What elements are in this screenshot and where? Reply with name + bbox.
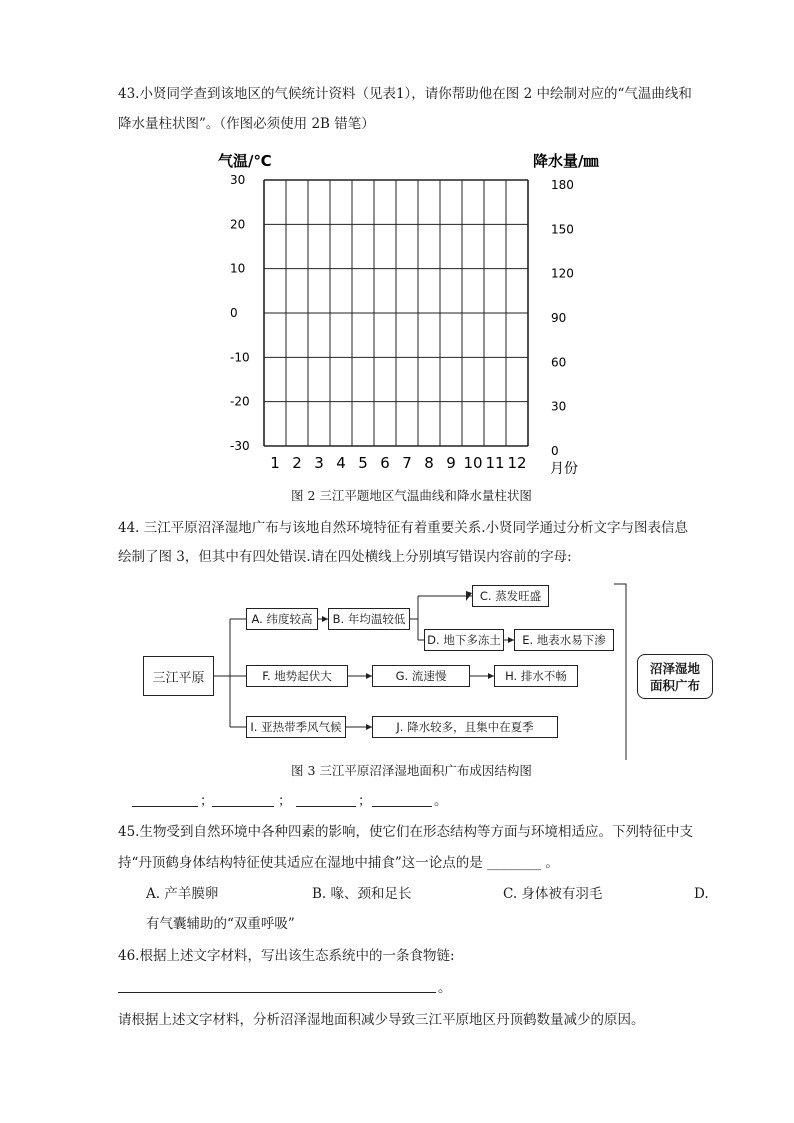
food-chain-answer-blank[interactable]: [118, 976, 436, 993]
month-tick-label: 5: [358, 454, 368, 472]
q45-line2: 持“丹顶鹤身体结构特征使其适应在湿地中捕食”这一论点的是 ________ 。: [118, 855, 559, 871]
diagram-box-d: D. 地下多冻土: [424, 629, 504, 651]
month-tick-label: 11: [485, 454, 505, 472]
temp-tick-label: -20: [230, 394, 250, 409]
q45-option-b[interactable]: B. 喙、颈和足长: [312, 886, 412, 902]
month-tick-label: 1: [270, 454, 280, 472]
diagram-result-box: [637, 654, 713, 699]
q45-option-a[interactable]: A. 产羊膜卵: [146, 886, 219, 902]
diagram-box-c: C. 蒸发旺盛: [472, 585, 549, 607]
precip-tick-label: 180: [551, 178, 574, 192]
q43-line1: 43.小贤同学查到该地区的气候统计资料（见表1），请你帮助他在图 2 中绘制对应的“气温曲线和: [118, 86, 692, 102]
diagram-box-a: A. 纬度较高: [246, 608, 318, 630]
precip-tick-label: 30: [551, 399, 567, 414]
temp-axis-title: 气温/℃: [218, 152, 272, 170]
precip-tick-label: 90: [551, 311, 567, 325]
q46-line1: 46.根据上述文字材料，写出该生态系统中的一条食物链:: [118, 948, 455, 964]
q44-line1: 44. 三江平原沼泽湿地广布与该地自然环境特征有着重要关系.小贤同学通过分析文字与图表信息: [118, 520, 689, 536]
diagram-box-j: J. 降水较多，且集中在夏季: [372, 716, 558, 738]
result-line1: 沼泽湿地: [649, 660, 700, 676]
temp-tick-label: 0: [230, 306, 238, 320]
diagram-box-g: G. 流速慢: [372, 665, 470, 687]
q43-line2: 降水量柱状图”。（作图必须使用 2B 错笔）: [118, 116, 375, 132]
month-tick-label: 8: [424, 454, 434, 472]
answer-blank-1[interactable]: [132, 790, 198, 807]
precip-tick-label: 60: [551, 355, 567, 370]
q46-end: 。: [438, 980, 452, 996]
month-tick-label: 7: [402, 454, 412, 472]
diagram-box-b: B. 年均温较低: [328, 608, 410, 630]
diagram-box-f: F. 地势起伏大: [246, 665, 348, 687]
month-tick-label: 6: [380, 454, 390, 472]
answer-blank-4[interactable]: [372, 790, 432, 807]
precip-tick-label: 0: [551, 444, 559, 458]
answer-sep-2: ；: [278, 793, 292, 809]
q45-option-d-letter[interactable]: D.: [694, 886, 709, 902]
temp-tick-label: -30: [230, 439, 250, 453]
precip-axis-title: 降水量/㎜: [533, 152, 599, 170]
diagram-root-box: 三江平原: [143, 656, 214, 696]
q45-line1: 45.生物受到自然环境中各种四素的影响，使它们在形态结构等方面与环境相适应。下列特征中支: [118, 824, 693, 840]
temp-tick-label: 30: [230, 173, 246, 187]
q46-line2: 请根据上述文字材料，分析沼泽湿地面积减少导致三江平原地区丹顶鹤数量减少的原因。: [118, 1012, 645, 1028]
month-tick-label: 12: [507, 454, 527, 472]
q44-line2: 绘制了图 3，但其中有四处错误.请在四处横线上分别填写错误内容前的字母:: [118, 549, 572, 565]
answer-blank-2[interactable]: [212, 790, 274, 807]
month-tick-label: 4: [336, 454, 346, 472]
month-tick-label: 2: [292, 454, 302, 472]
diagram-box-i: I. 亚热带季风气候: [246, 716, 346, 738]
answer-blank-3[interactable]: [296, 790, 356, 807]
temp-tick-label: -10: [230, 350, 250, 365]
answer-sep-1: ；: [200, 793, 214, 809]
month-tick-label: 10: [463, 454, 483, 472]
diagram-box-h: H. 排水不畅: [494, 665, 578, 687]
diagram-box-e: E. 地表水易下渗: [514, 629, 614, 651]
temp-tick-label: 20: [230, 217, 246, 232]
q45-option-d-text[interactable]: 有气囊辅助的“双重呼吸”: [146, 916, 295, 932]
answer-sep-3: ；: [358, 793, 372, 809]
result-line2: 面积广布: [649, 677, 700, 693]
month-axis-label: 月份: [550, 461, 578, 477]
temp-tick-label: 10: [230, 261, 246, 276]
month-tick-label: 3: [314, 454, 324, 472]
figure2-caption: 图 2 三江平题地区气温曲线和降水量柱状图: [291, 488, 532, 503]
figure3-caption: 图 3 三江平原沼泽湿地面积广布成因结构图: [291, 763, 532, 778]
q45-option-c[interactable]: C. 身体被有羽毛: [503, 886, 603, 902]
precip-tick-label: 150: [551, 222, 574, 237]
precip-tick-label: 120: [551, 266, 574, 281]
answer-end: 。: [434, 793, 448, 809]
month-tick-label: 9: [446, 454, 456, 472]
